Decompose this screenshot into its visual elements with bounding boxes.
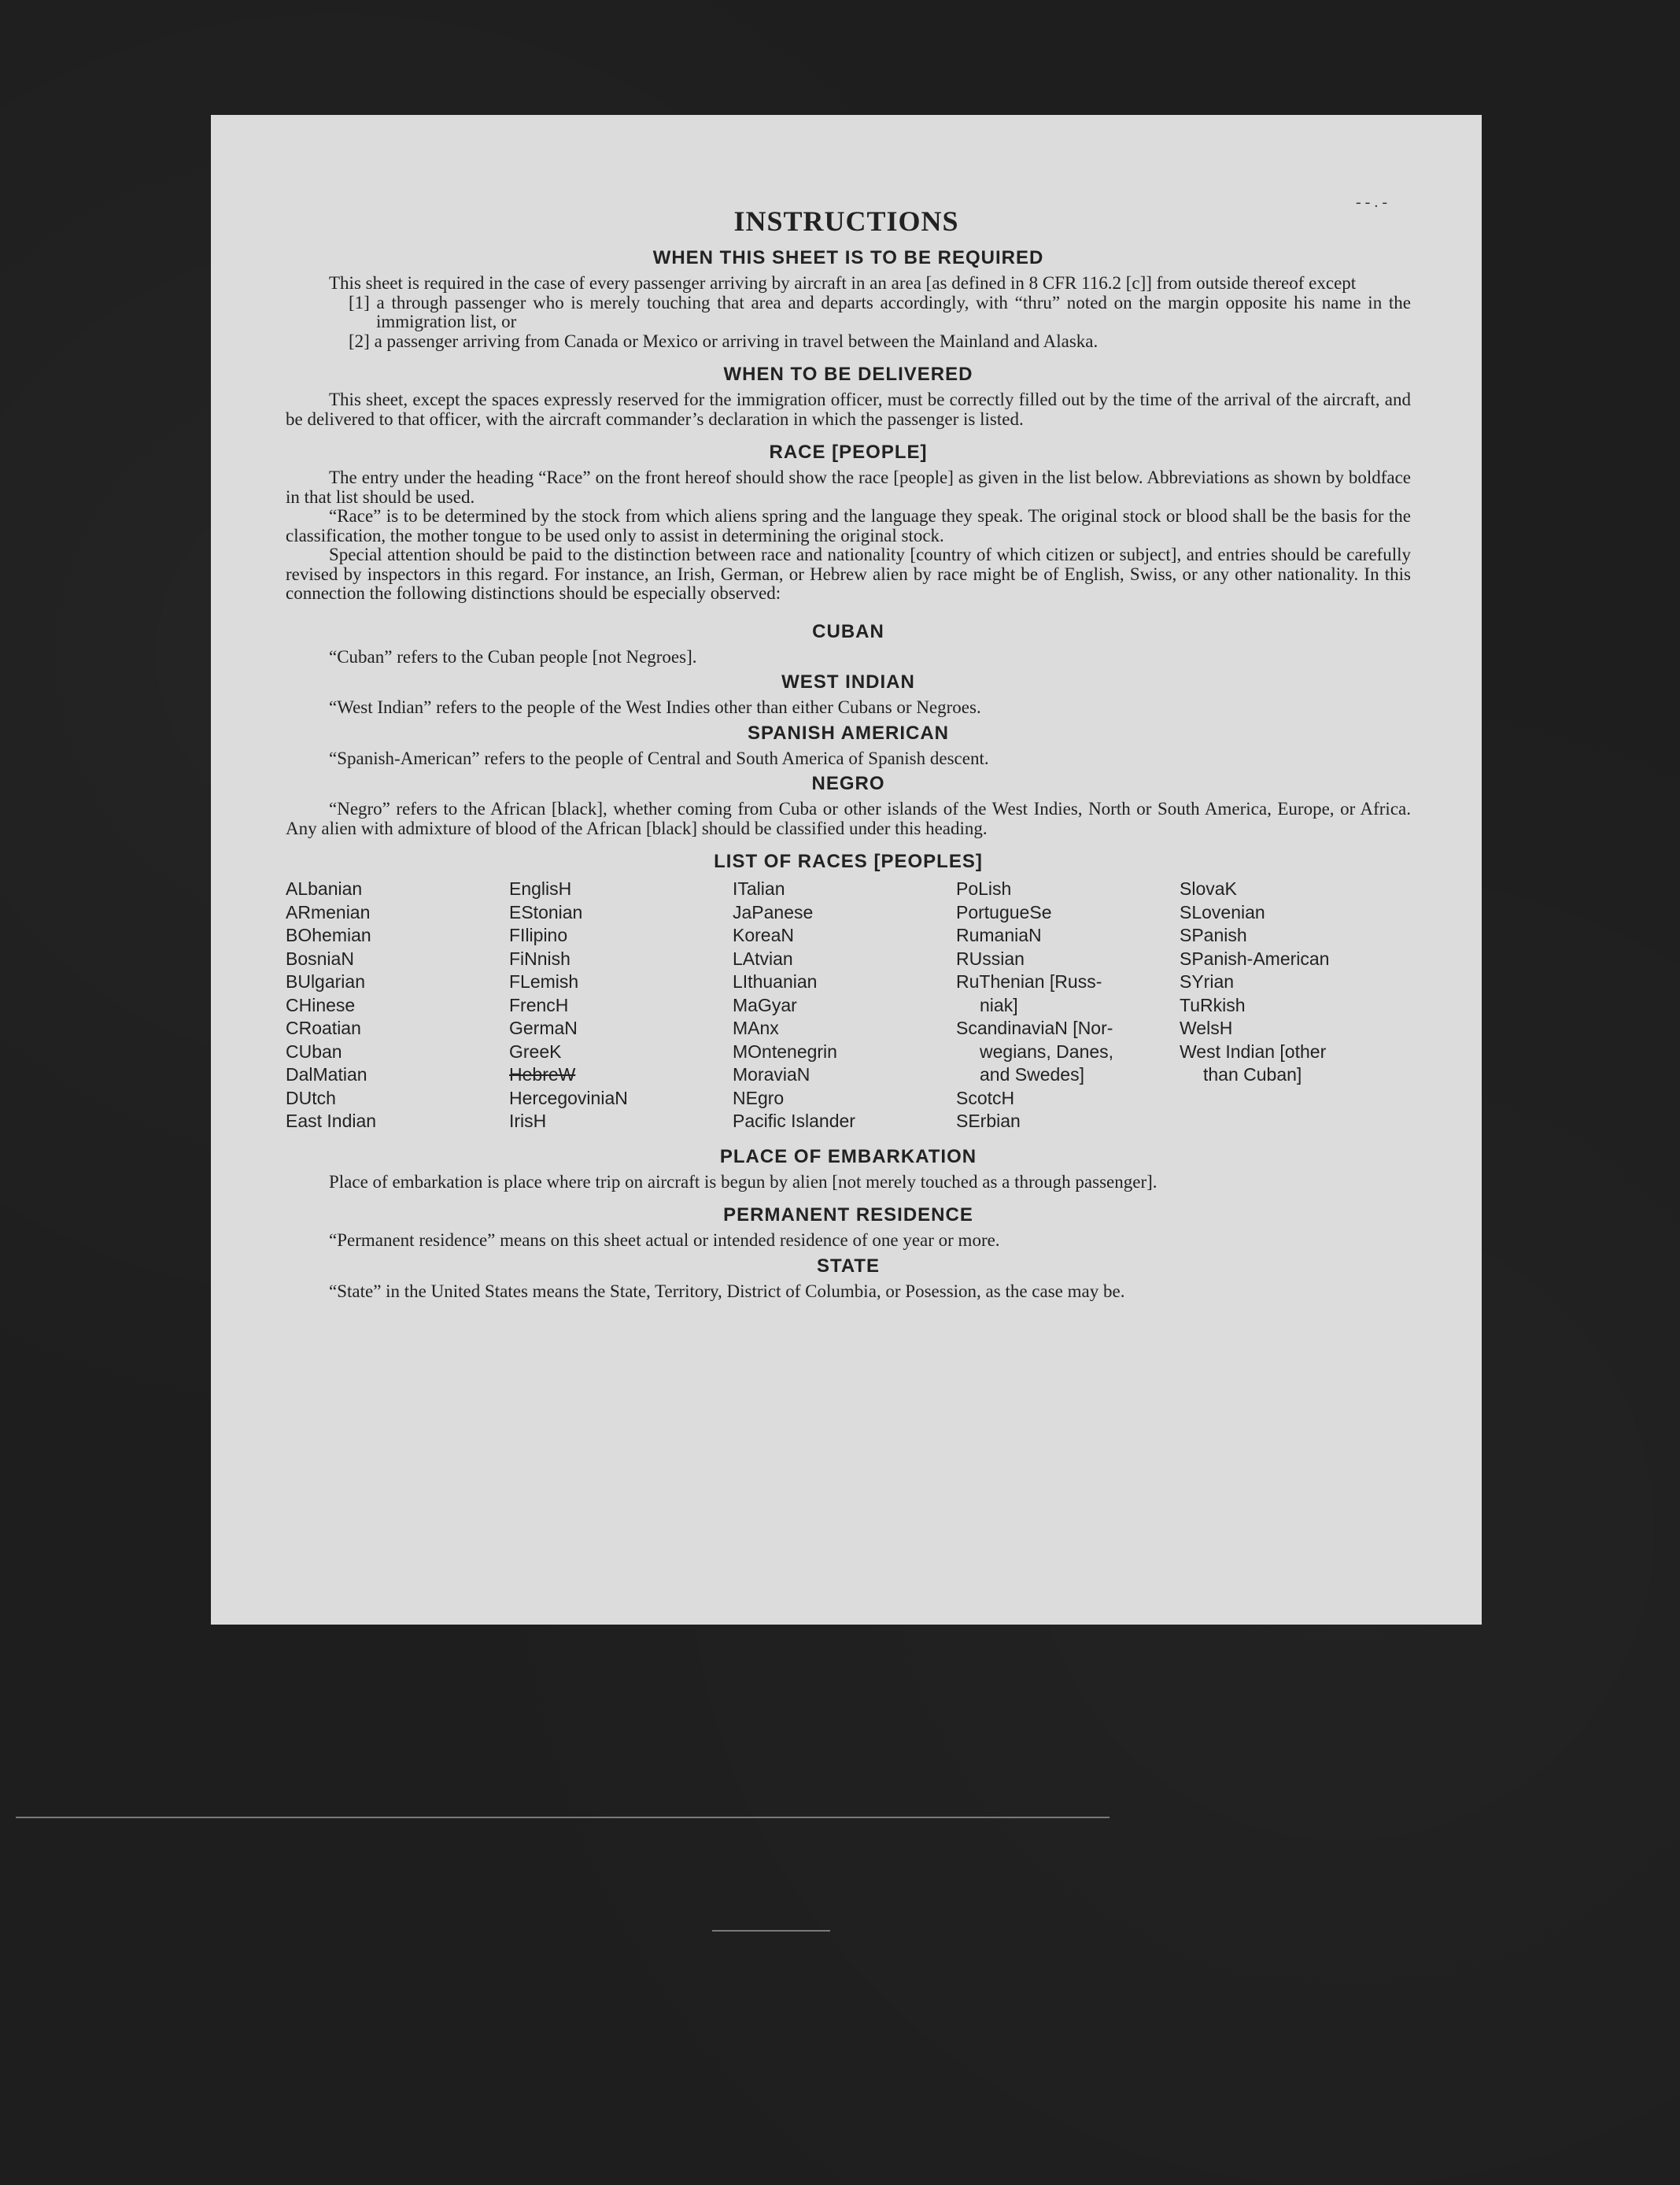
race-entry: HercegoviniaN <box>509 1087 628 1108</box>
race-entry: IrisH <box>509 1111 547 1131</box>
heading-west-indian: WEST INDIAN <box>781 671 915 693</box>
margin-dots: - - . - <box>1356 194 1387 211</box>
race-entry: NEgro <box>733 1087 785 1108</box>
race-entry-continuation: wegians, Danes, <box>980 1041 1114 1062</box>
race-paragraph-1: The entry under the heading “Race” on the front hereof should show the race [people] as given in the list below. Abbreviations as shown by boldface in that list should be used. <box>286 468 1411 507</box>
race-entry: ScandinaviaN [Nor- <box>956 1018 1113 1038</box>
race-entry: BUlgarian <box>286 971 365 992</box>
race-entry-continuation: niak] <box>980 994 1018 1015</box>
race-entry: BOhemian <box>286 925 371 945</box>
race-entry: PortugueSe <box>956 901 1052 922</box>
spanish-american-text: “Spanish-American” refers to the people of Central and South America of Spanish descent. <box>329 748 989 768</box>
race-entry: SYrian <box>1180 971 1235 992</box>
race-entry: ITalian <box>733 878 785 899</box>
race-entry: ARmenian <box>286 901 371 922</box>
race-entry: CHinese <box>286 994 356 1015</box>
race-entry: LAtvian <box>733 948 793 969</box>
race-entry: SPanish <box>1180 925 1247 945</box>
race-entry: SPanish-American <box>1180 948 1330 969</box>
race-paragraph-2: “Race” is to be determined by the stock from which aliens spring and the language they speak. The original stock or blood shall be the basis for the classification, the mother tongue to be used only to assist in determining the original stock. <box>286 506 1411 545</box>
race-entry: West Indian [other <box>1180 1041 1327 1062</box>
race-entry: MAnx <box>733 1018 779 1038</box>
heading-residence: PERMANENT RESIDENCE <box>723 1204 973 1226</box>
heading-state: STATE <box>816 1255 881 1277</box>
race-entry: RumaniaN <box>956 925 1042 945</box>
race-entry-struck: HebreW <box>509 1064 576 1085</box>
race-entry: RUssian <box>956 948 1025 969</box>
required-item-1: [1] a through passenger who is merely touching that area and departs accordingly, with “thru” noted on the margin opposite his name in the immigration list, or <box>349 292 1411 331</box>
negro-text: “Negro” refers to the African [black], whether coming from Cuba or other islands of the West Indies, North or South America, Europe, or Africa. Any alien with admixture of blood of the African [black] should be classified under this heading. <box>286 799 1411 838</box>
race-entry: EStonian <box>509 901 583 922</box>
page-title: INSTRUCTIONS <box>733 205 959 237</box>
race-entry: ScotcH <box>956 1087 1015 1108</box>
races-column-5 <box>1180 878 1403 1133</box>
heading-cuban: CUBAN <box>812 620 884 642</box>
race-entry: SErbian <box>956 1111 1021 1131</box>
race-entry: Pacific Islander <box>733 1111 855 1131</box>
scan-rule-bottom <box>712 1930 830 1932</box>
heading-required: WHEN THIS SHEET IS TO BE REQUIRED <box>652 247 1044 268</box>
race-paragraph-3: Special attention should be paid to the distinction between race and nationality [country of which citizen or subject], and entries should be carefully revised by inspectors in this regard. For instance, an Irish, German, or Hebrew alien by race might be of English, Swiss, or any other nationality. In this connection the following distinctions should be especially observed: <box>286 545 1411 603</box>
race-entry: WelsH <box>1180 1018 1233 1038</box>
heading-embarkation: PLACE OF EMBARKATION <box>719 1145 977 1167</box>
race-entry: ALbanian <box>286 878 363 899</box>
race-entry: LIthuanian <box>733 971 818 992</box>
race-entry: BosniaN <box>286 948 354 969</box>
race-entry: MoraviaN <box>733 1064 810 1085</box>
race-entry: CRoatian <box>286 1018 361 1038</box>
races-column-4 <box>956 878 1180 1133</box>
race-entry: GreeK <box>509 1041 562 1062</box>
race-entry: SLovenian <box>1180 901 1265 922</box>
delivered-text: This sheet, except the spaces expressly reserved for the immigration officer, must be correctly filled out by the time of the arrival of the aircraft, and be delivered to that officer, with the aircraft commander’s declaration in which the passenger is listed. <box>286 390 1411 429</box>
race-entry: SlovaK <box>1180 878 1237 899</box>
west-indian-text: “West Indian” refers to the people of the West Indies other than either Cubans or Negroes. <box>329 697 981 717</box>
race-entry: PoLish <box>956 878 1012 899</box>
race-entry: GermaN <box>509 1018 578 1038</box>
races-column-1 <box>286 878 509 1133</box>
cuban-text: “Cuban” refers to the Cuban people [not Negroes]. <box>329 646 697 667</box>
races-column-3 <box>733 878 956 1133</box>
race-entry: FIlipino <box>509 925 568 945</box>
required-intro: This sheet is required in the case of every passenger arriving by aircraft in an area [as defined in 8 CFR 116.2 [c]] from outside thereof except <box>329 273 1357 293</box>
instruction-sheet <box>211 115 1482 1625</box>
race-entry: CUban <box>286 1041 342 1062</box>
race-entry: TuRkish <box>1180 994 1246 1015</box>
race-entry: FLemish <box>509 971 579 992</box>
race-entry: JaPanese <box>733 901 814 922</box>
heading-race: RACE [PEOPLE] <box>769 442 928 463</box>
races-list <box>286 878 1411 1133</box>
scan-rule-left <box>16 1817 1110 1818</box>
instructions-body <box>286 242 1411 1301</box>
race-entry: EnglisH <box>509 878 572 899</box>
heading-negro: NEGRO <box>811 773 885 794</box>
race-entry: KoreaN <box>733 925 794 945</box>
heading-spanish-american: SPANISH AMERICAN <box>747 722 949 744</box>
race-entry-continuation: and Swedes] <box>980 1064 1084 1085</box>
race-entry: RuThenian [Russ- <box>956 971 1102 992</box>
race-entry: DalMatian <box>286 1064 367 1085</box>
required-item-2: [2] a passenger arriving from Canada or Mexico or arriving in travel between the Mainland and Alaska. <box>349 331 1098 351</box>
heading-delivered: WHEN TO BE DELIVERED <box>723 364 973 385</box>
residence-text: “Permanent residence” means on this sheet actual or intended residence of one year or more. <box>329 1230 1000 1250</box>
race-entry: FrencH <box>509 994 569 1015</box>
heading-list-of-races: LIST OF RACES [PEOPLES] <box>714 851 983 872</box>
embarkation-text: Place of embarkation is place where trip on aircraft is begun by alien [not merely touched as a through passenger]. <box>329 1171 1158 1192</box>
race-entry: East Indian <box>286 1111 377 1131</box>
state-text: “State” in the United States means the State, Territory, District of Columbia, or Posession, as the case may be. <box>329 1281 1125 1301</box>
race-entry: MOntenegrin <box>733 1041 837 1062</box>
races-column-2 <box>509 878 733 1133</box>
race-entry: DUtch <box>286 1087 336 1108</box>
race-entry-continuation: than Cuban] <box>1203 1064 1302 1085</box>
race-entry: MaGyar <box>733 994 797 1015</box>
race-entry: FiNnish <box>509 948 570 969</box>
